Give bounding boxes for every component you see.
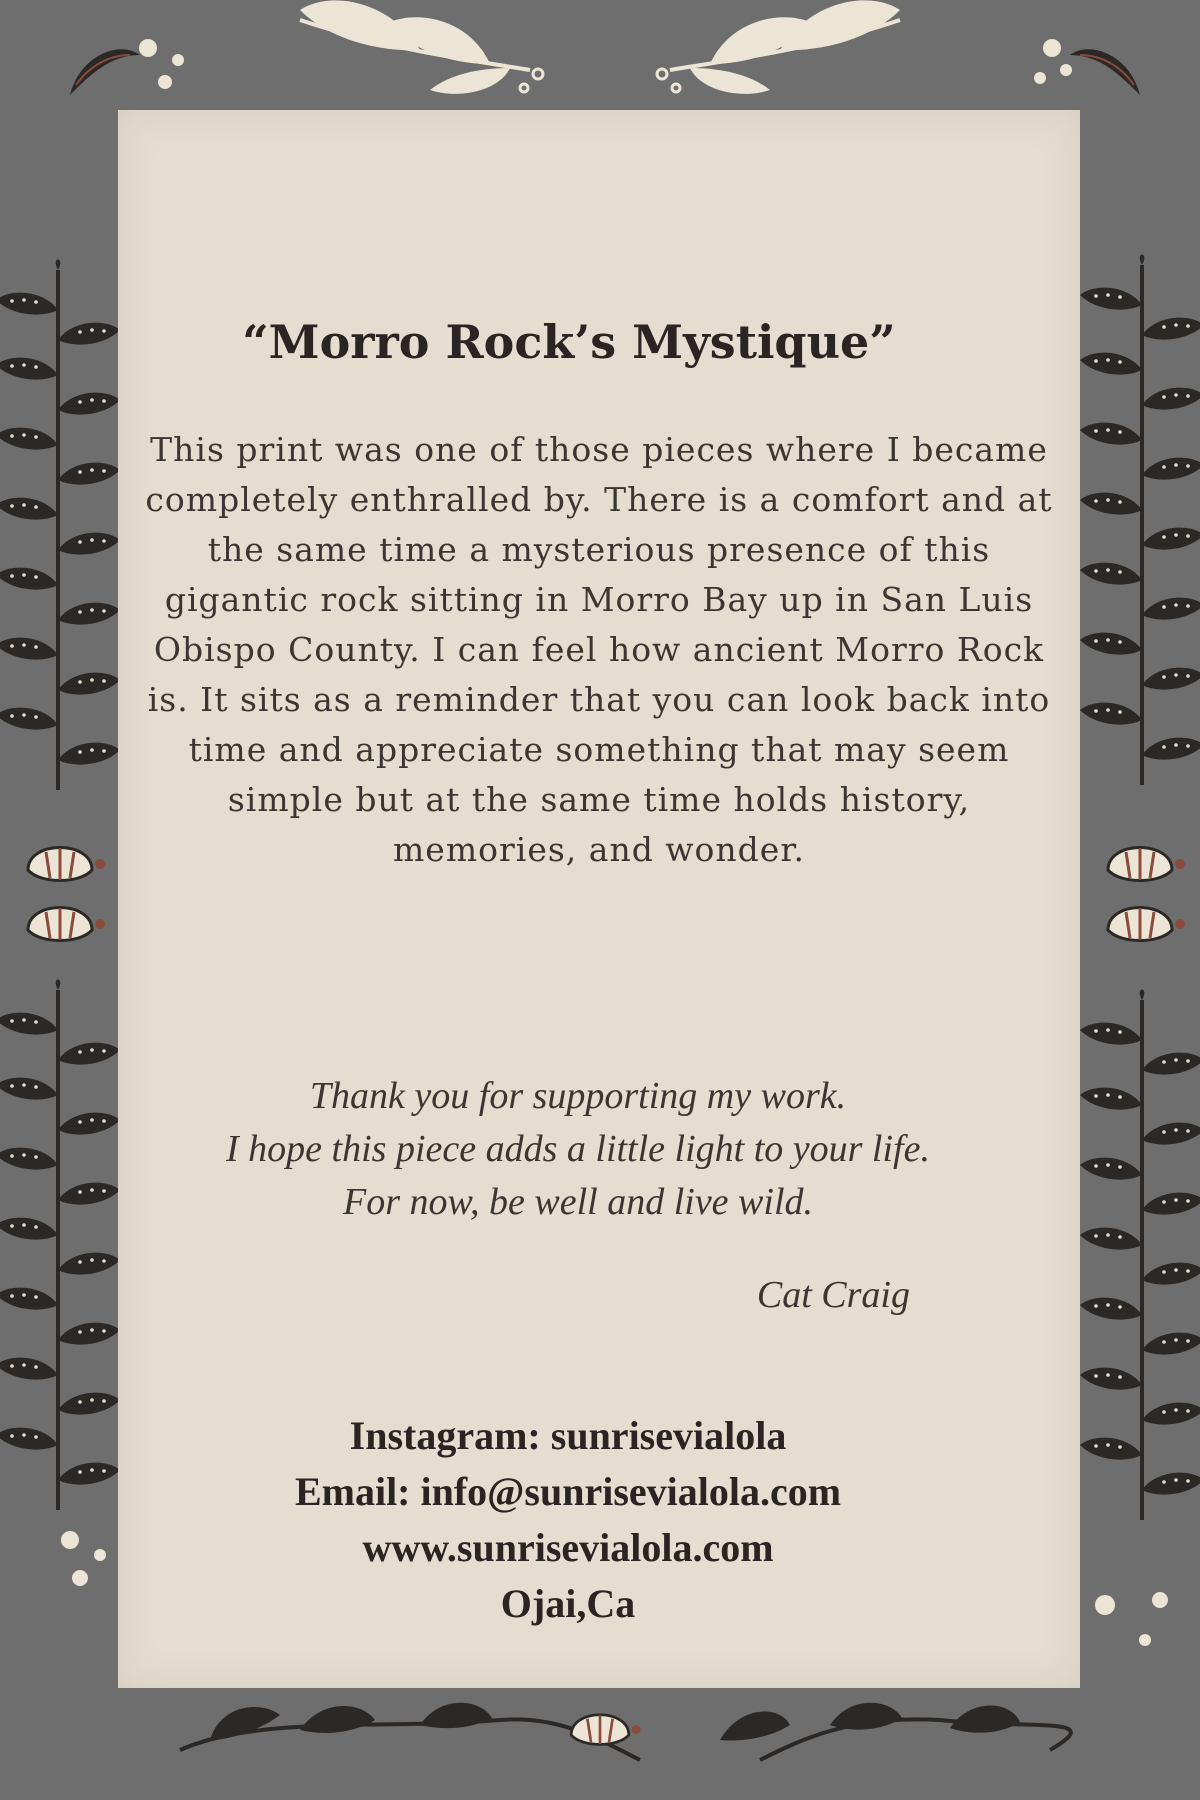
fern-icon — [1080, 990, 1200, 1521]
location: Ojai,Ca — [500, 1581, 636, 1626]
tulip-icon — [1108, 908, 1185, 941]
email-address: Email: info@sunrisevialola.com — [294, 1469, 842, 1514]
thanks-line: Thank you for supporting my work. — [309, 1075, 847, 1117]
fern-icon — [0, 260, 120, 791]
fern-icon — [0, 980, 120, 1511]
thanks-line: I hope this piece adds a little light to your life. — [226, 1128, 930, 1170]
page-title: “Morro Rock’s Mystique” — [242, 315, 896, 369]
thank-you-note — [138, 1070, 1018, 1229]
paper-panel — [118, 110, 1080, 1688]
tulip-icon — [1108, 848, 1185, 881]
tulip-icon — [571, 1715, 640, 1745]
description-paragraph: This print was one of those pieces where I became completely enthralled by. There is a comfort and at the same time a mysterious presence of this gigantic rock sitting in Morro Bay up in San Luis Obispo County. I can feel how ancient Morro Rock is. It sits as a reminder that you can look back into time and appreciate something that may seem simple but at the same time holds history, memories, and wonder. — [145, 430, 1053, 869]
leaf-spray-icon — [657, 0, 900, 94]
crescent-leaf-icon — [70, 49, 140, 95]
fern-icon — [1080, 255, 1200, 786]
contact-info — [118, 1408, 1018, 1632]
instagram-handle: Instagram: sunrisevialola — [349, 1413, 787, 1458]
website-url: www.sunrisevialola.com — [362, 1525, 774, 1570]
thanks-line: For now, be well and live wild. — [342, 1181, 814, 1223]
tulip-icon — [28, 908, 105, 941]
signature: Cat Craig — [756, 1274, 910, 1316]
tulip-icon — [28, 848, 105, 881]
leaf-spray-icon — [300, 0, 543, 94]
crescent-leaf-icon — [1070, 49, 1140, 95]
